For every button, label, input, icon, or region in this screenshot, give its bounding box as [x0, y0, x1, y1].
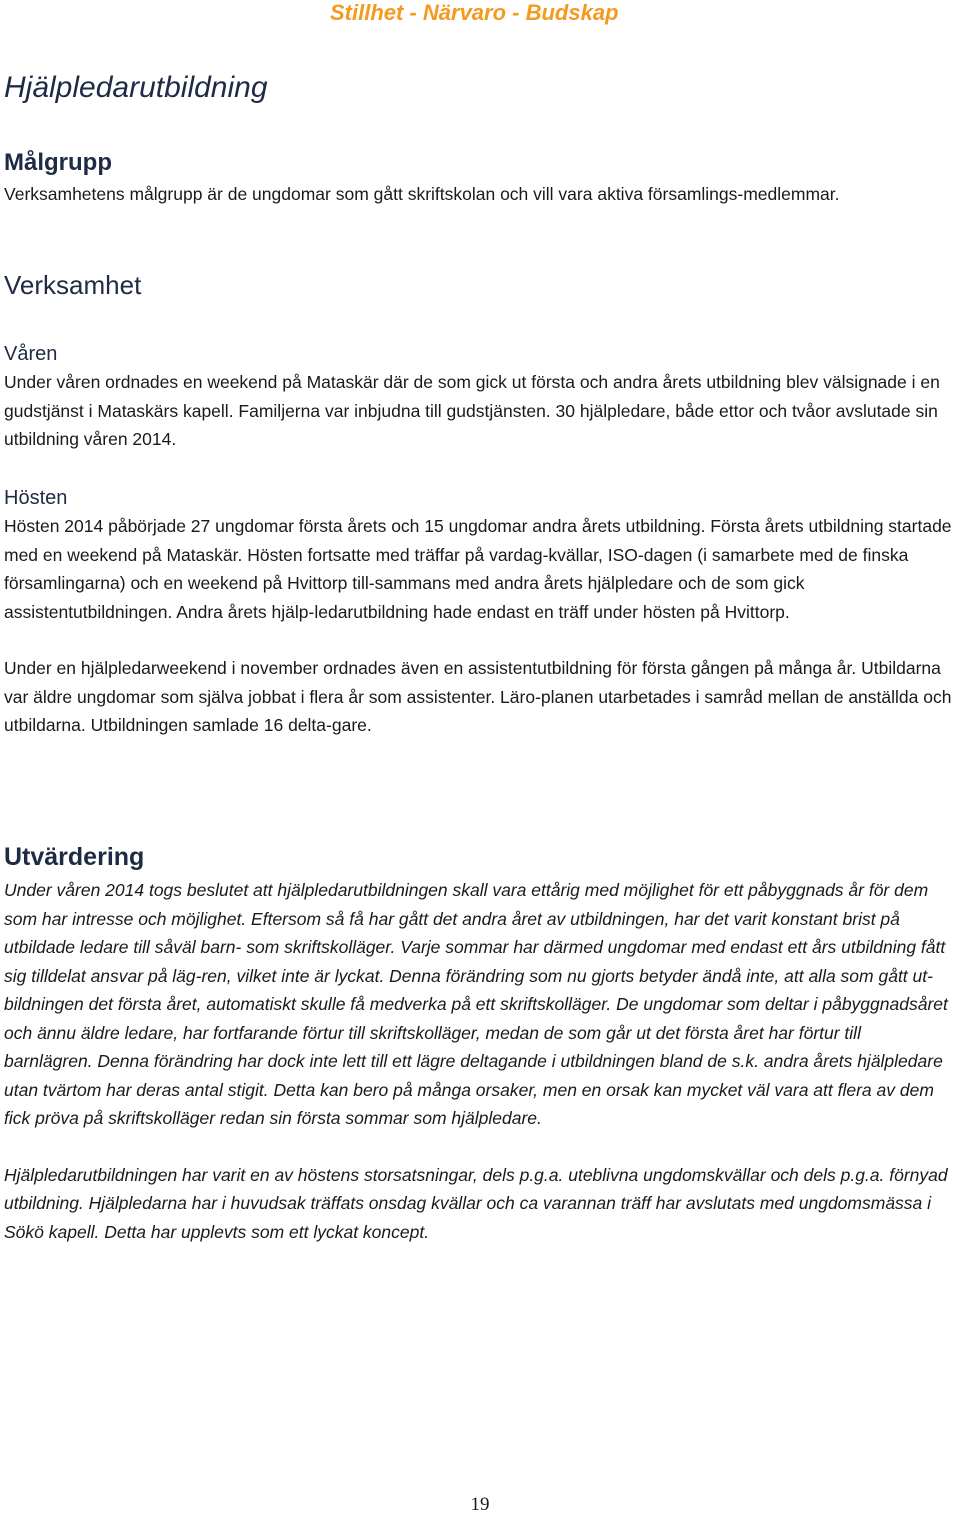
malgrupp-text: Verksamhetens målgrupp är de ungdomar som gått skriftskolan och vill vara aktiva församlings-medlemmar. [4, 184, 840, 204]
varen-text: Under våren ordnades en weekend på Mataskär där de som gick ut första och andra årets utbildning blev välsignade i en gudstjänst i Mataskärs kapell. Familjerna var inbjudna till gudstjänsten. 30 hjälpledare, både ettor och tvåor avslutade sin utbildning våren 2014. [4, 372, 940, 449]
utvardering-heading: Utvärdering [4, 843, 145, 871]
verksamhet-section [4, 270, 954, 300]
page-number: 19 [470, 1494, 490, 1515]
utvardering-text-1: Under våren 2014 togs beslutet att hjälpledarutbildningen skall vara ettårig med möjlighet för ett påbyggnads år för dem som har intresse och möjlighet. Eftersom så få har gått det andra året av utbildningen, har det varit konstant brist på utbildade ledare till såväl barn- som skriftskolläger. Varje sommar har därmed ungdomar med endast ett års utbildning fått sig tilldelat ansvar på läg-ren, vilket inte är lyckat. Denna förändring som nu gjorts betyder ändå inte, att alla som gått ut-bildningen det första året, automatiskt skulle få medverka på ett skriftskolläger. De ungdomar som deltar i påbyggnadsåret och ännu äldre ledare, har fortfarande förtur till skriftskolläger, medan de som går ut det första året har förtur till barnlägren. Denna förändring har dock inte lett till ett lägre deltagande i utbildningen bland de s.k. andra årets hjälpledare utan tvärtom har deras antal stigit. Detta kan bero på många orsaker, men en orsak kan mycket väl vara att flera av dem fick pröva på skriftskolläger redan sin första sommar som hjälpledare. [4, 880, 948, 1128]
hosten-heading: Hösten [4, 487, 68, 509]
varen-section [4, 340, 954, 454]
malgrupp-section [4, 148, 954, 209]
utvardering-text-2: Hjälpledarutbildningen har varit en av höstens storsatsningar, dels p.g.a. uteblivna ungdomskvällar och dels p.g.a. förnyad utbildning. Hjälpledarna har i huvudsak träffats onsdag kvällar och ca varannan träff har avslutats med ungdomsmässa i Sökö kapell. Detta har upplevts som ett lyckat koncept. [4, 1164, 948, 1242]
hosten-section [4, 484, 954, 740]
page-title: Hjälpledarutbildning [4, 71, 268, 104]
hosten-text-2: Under en hjälpledarweekend i november ordnades även en assistentutbildning för första gången på många år. Utbildarna var äldre ungdomar som själva jobbat i flera år som assistenter. Läro-planen utarbetades i samråd mellan de anställda och utbildarna. Utbildningen samlade 16 delta-gare. [4, 658, 952, 735]
utvardering-section [4, 842, 954, 1246]
malgrupp-heading: Målgrupp [4, 149, 112, 176]
verksamhet-heading: Verksamhet [4, 270, 142, 300]
varen-heading: Våren [4, 343, 58, 365]
header-tagline: Stillhet - Närvaro - Budskap [330, 0, 619, 25]
hosten-text-1: Hösten 2014 påbörjade 27 ungdomar första årets och 15 ungdomar andra årets utbildning. Första årets utbildning startade med en weekend på Mataskär. Hösten fortsatte med träffar på vardag-kvällar, ISO-dagen (i samarbete med de finska församlingarna) och en weekend på Hvittorp till-sammans med andra årets hjälpledare och de som gick assistentutbildningen. Andra årets hjälp-ledarutbildning hade endast en träff under hösten på Hvittorp. [4, 516, 952, 622]
